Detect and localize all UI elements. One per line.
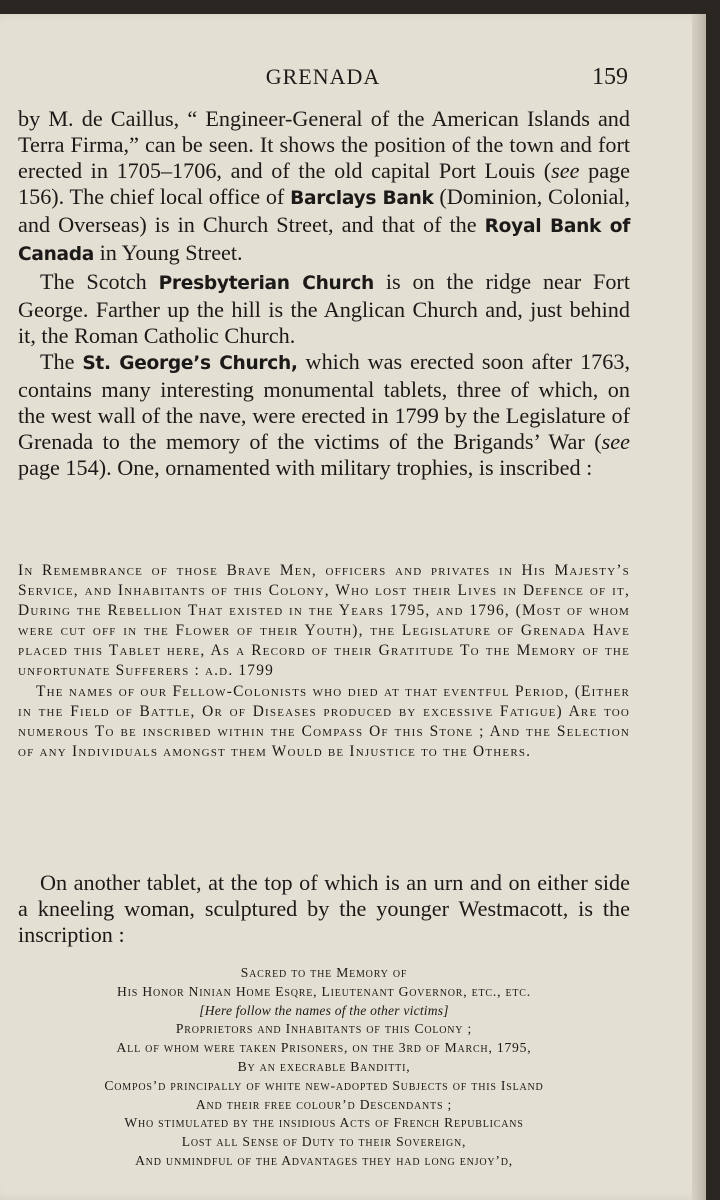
text-run: is on the ridge near Fort George. Farther up the hill is the Anglican Church and, just behind it, the Roman Catholic Church. [18,268,630,348]
bold-royal-bank-of-canada: Royal Bank of Canada [18,216,630,266]
bold-barclays-bank: Barclays Bank [290,188,434,210]
page-number: 159 [592,64,628,90]
inscription-line: Lost all Sense of Duty to their Sovereign, [181,1134,467,1150]
text-run: The Scotch [40,268,159,294]
tablet-inscription-2 [18,964,630,1171]
text-run: in Young Street. [94,240,243,266]
text-run: page 156). The chief local office of [18,158,630,210]
book-page [0,14,706,1200]
inscription-paragraph-2: The names of our Fellow-Colonists who died at that eventful Period, (Either in the Field of Battle, Or of Diseases produced by excessive Fatigue) Are too numerous To be inscribed within the Compass Of this Stone ; And the Selection of any Individuals amongst them Would be Injustice to the Others. [18,682,630,760]
body-text [18,106,630,481]
inscription-line: Sacred to the Memory of [240,965,408,980]
tablet-inscription-1 [18,561,630,762]
paragraph-2 [18,269,630,349]
paragraph-4: On another tablet, at the top of which is an urn and on either side a kneeling woman, sculptured by the younger Westmacott, is the inscription : [18,870,630,948]
inscription-line: Compos’d principally of white new-adopted Subjects of this Island [104,1077,544,1093]
inscription-line-italic: [Here follow the names of the other victims] [199,1002,449,1018]
inscription-paragraph-1: In Remembrance of those Brave Men, officers and privates in His Majesty’s Service, and Inhabitants of this Colony, Who lost their Lives in Defence of it, During the Rebellion That existed in the Years 1795, and 1796, (Most of whom were cut off in the Flower of their Youth), the Legislature of Grenada Have placed this Tablet here, As a Record of their Gratitude To the Memory of the unfortunate Sufferers : a.d. 1799 [18,562,630,680]
paragraph-3 [18,349,630,481]
italic-see: see [601,429,630,455]
inscription-line: And unmindful of the Advantages they had long enjoy’d, [135,1152,513,1168]
page-edge [692,14,706,1200]
inscription-line: Who stimulated by the insidious Acts of French Republicans [124,1115,524,1131]
inscription-line: Proprietors and Inhabitants of this Colony ; [175,1021,473,1037]
text-run: (Dominion, Colonial, and Overseas) is in Church Street, and that of the [18,184,631,238]
inscription-line: All of whom were taken Prisoners, on the 3rd of March, 1795, [116,1040,532,1056]
inscription-line: And their free colour’d Descendants ; [195,1096,453,1112]
text-run: The [40,348,83,374]
running-head: GRENADA [265,64,381,89]
inscription-line: By an execrable Banditti, [237,1058,411,1074]
text-run: page 154). One, ornamented with military trophies, is inscribed : [18,455,593,481]
bold-st-georges-church: St. George’s Church, [82,352,298,374]
italic-see: see [551,158,580,184]
inscription-line: His Honor Ninian Home Esqre, Lieutenant Governor, etc., etc. [117,983,531,999]
text-run: which was erected soon after 1763, contains many interesting monumental tablets, three of which, on the west wall of the nave, were erected in 1799 by the Legislature of Grenada to the memory of the victims of the Brigands’ War ( [18,348,630,455]
tail-text [18,870,630,948]
text-run: by M. de Caillus, “ Engineer-General of the American Islands and Terra Firma,” can be seen. It shows the position of the town and fort erected in 1705–1706, and of the old capital Port Louis ( [18,106,630,184]
paragraph-1 [18,106,630,269]
bold-presbyterian-church: Presbyterian Church [158,272,374,294]
page-header [18,54,628,94]
